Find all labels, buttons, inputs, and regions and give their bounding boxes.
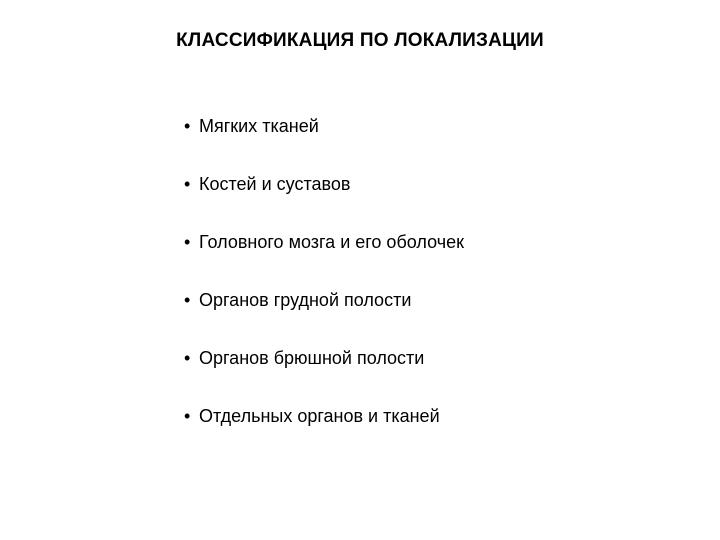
bullet-list [184,114,464,462]
list-item-label: Костей и суставов [199,174,351,194]
bullet-icon: • [184,116,191,136]
list-item [184,404,464,462]
bullet-icon: • [184,348,191,368]
list-item-label: Мягких тканей [199,116,319,136]
list-item [184,230,464,288]
list-item [184,172,464,230]
list-item [184,346,464,404]
slide-title: КЛАССИФИКАЦИЯ ПО ЛОКАЛИЗАЦИИ [176,30,544,51]
bullet-icon: • [184,232,191,252]
list-item-label: Органов грудной полости [199,290,412,310]
bullet-icon: • [184,290,191,310]
bullet-icon: • [184,174,191,194]
list-item-label: Отдельных органов и тканей [199,406,440,426]
list-item-label: Головного мозга и его оболочек [199,232,464,252]
bullet-icon: • [184,406,191,426]
list-item [184,114,464,172]
list-item [184,288,464,346]
list-item-label: Органов брюшной полости [199,348,425,368]
